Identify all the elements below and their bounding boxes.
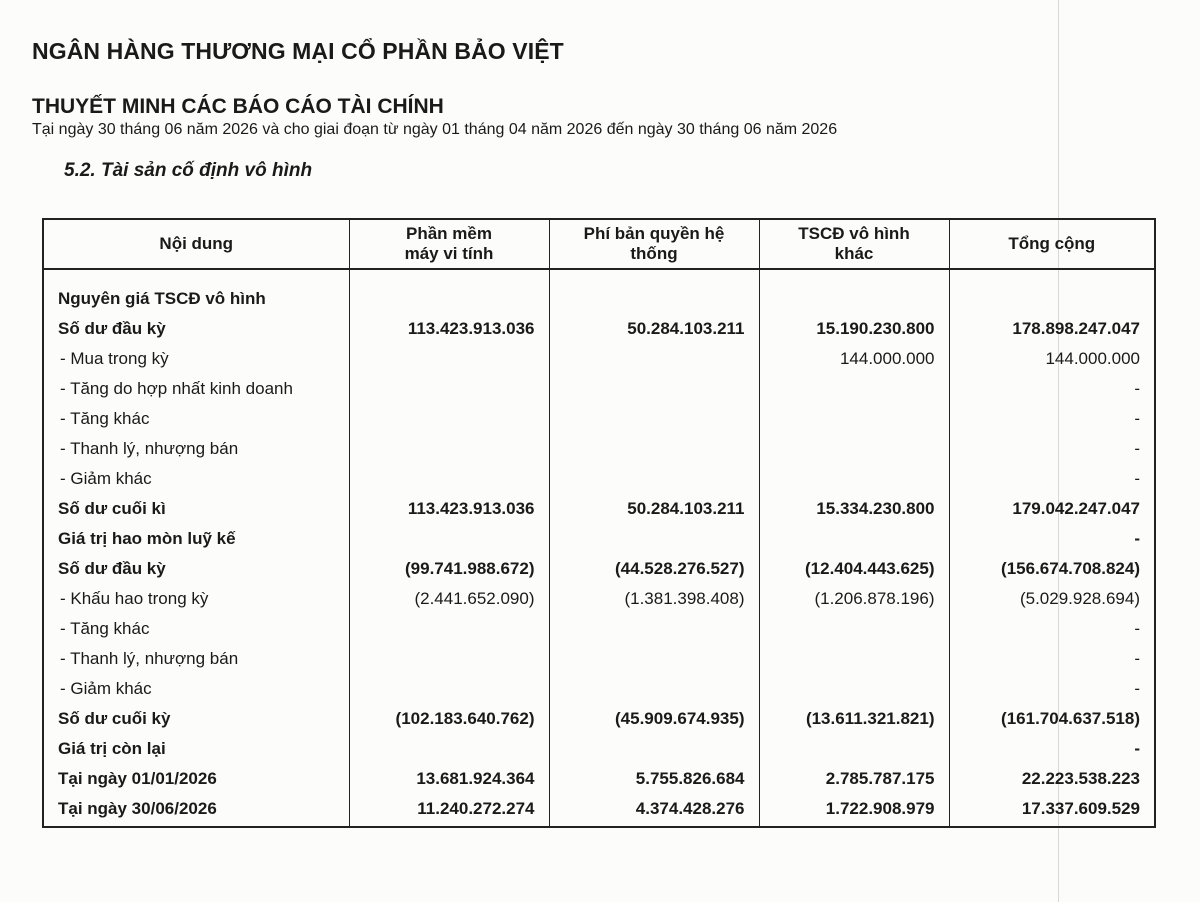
value-cell: 50.284.103.211 [549,313,759,343]
value-cell [349,523,549,553]
table-row [43,523,1155,553]
value-cell: 17.337.609.529 [949,793,1155,827]
column-header-text: Phí bản quyền hệ thống [583,224,725,263]
value-cell: 13.681.924.364 [349,763,549,793]
value-cell [549,403,759,433]
document-title: THUYẾT MINH CÁC BÁO CÁO TÀI CHÍNH [32,95,444,118]
value-cell: (44.528.276.527) [549,553,759,583]
value-cell [349,673,549,703]
table-row [43,343,1155,373]
value-cell [549,523,759,553]
value-cell: (1.206.878.196) [759,583,949,613]
value-cell: (161.704.637.518) [949,703,1155,733]
row-label: - Khấu hao trong kỳ [43,583,349,613]
value-cell [949,269,1155,313]
column-header-text: Phần mềm máy vi tính [404,224,494,263]
value-cell [549,673,759,703]
value-cell: 5.755.826.684 [549,763,759,793]
value-cell [349,373,549,403]
value-cell [549,269,759,313]
table-row [43,313,1155,343]
value-cell: (2.441.652.090) [349,583,549,613]
value-cell: 22.223.538.223 [949,763,1155,793]
value-cell [759,269,949,313]
column-header [349,219,549,269]
value-cell [349,343,549,373]
row-label: Tại ngày 01/01/2026 [43,763,349,793]
row-label: - Tăng khác [43,403,349,433]
value-cell: - [949,673,1155,703]
value-cell: (102.183.640.762) [349,703,549,733]
value-cell [349,613,549,643]
column-header: Tổng cộng [949,219,1155,269]
value-cell: (13.611.321.821) [759,703,949,733]
value-cell [349,733,549,763]
value-cell: 144.000.000 [759,343,949,373]
value-cell [759,673,949,703]
table-header-row [43,219,1155,269]
value-cell: (1.381.398.408) [549,583,759,613]
value-cell [759,733,949,763]
row-label: Số dư đầu kỳ [43,553,349,583]
table-row [43,269,1155,313]
table-row [43,733,1155,763]
table-row [43,613,1155,643]
value-cell: 11.240.272.274 [349,793,549,827]
value-cell [549,463,759,493]
value-cell [759,523,949,553]
row-label: Giá trị còn lại [43,733,349,763]
row-label: - Thanh lý, nhượng bán [43,433,349,463]
value-cell [549,433,759,463]
value-cell [349,643,549,673]
table-row [43,553,1155,583]
value-cell: 15.190.230.800 [759,313,949,343]
row-label: Số dư đầu kỳ [43,313,349,343]
value-cell [549,373,759,403]
table-row [43,763,1155,793]
table-row [43,403,1155,433]
value-cell [349,403,549,433]
value-cell: - [949,643,1155,673]
value-cell: - [949,523,1155,553]
value-cell [549,343,759,373]
value-cell: 1.722.908.979 [759,793,949,827]
value-cell [549,613,759,643]
table-row [43,463,1155,493]
row-label: - Tăng khác [43,613,349,643]
value-cell: 4.374.428.276 [549,793,759,827]
table-row [43,583,1155,613]
row-label: - Giảm khác [43,463,349,493]
value-cell: - [949,463,1155,493]
value-cell: (12.404.443.625) [759,553,949,583]
value-cell [759,373,949,403]
value-cell: 178.898.247.047 [949,313,1155,343]
reporting-period: Tại ngày 30 tháng 06 năm 2026 và cho giai đoạn từ ngày 01 tháng 04 năm 2026 đến ngày 30 tháng 06 năm 2026 [32,121,838,138]
value-cell [349,433,549,463]
row-label: Số dư cuối kì [43,493,349,523]
value-cell [349,463,549,493]
table-row [43,493,1155,523]
table-row [43,373,1155,403]
value-cell: (99.741.988.672) [349,553,549,583]
value-cell [349,269,549,313]
row-label: Số dư cuối kỳ [43,703,349,733]
column-header-text: TSCĐ vô hình khác [798,224,910,263]
value-cell: (156.674.708.824) [949,553,1155,583]
value-cell [759,403,949,433]
table-body [43,269,1155,827]
section-title: 5.2. Tài sản cố định vô hình [64,160,313,181]
value-cell: - [949,733,1155,763]
value-cell: 179.042.247.047 [949,493,1155,523]
value-cell: - [949,403,1155,433]
row-label: Giá trị hao mòn luỹ kế [43,523,349,553]
table-row [43,433,1155,463]
table-row [43,793,1155,827]
value-cell: 113.423.913.036 [349,313,549,343]
value-cell: 113.423.913.036 [349,493,549,523]
row-label: Nguyên giá TSCĐ vô hình [43,269,349,313]
value-cell [549,733,759,763]
row-label: Tại ngày 30/06/2026 [43,793,349,827]
value-cell [759,643,949,673]
value-cell: - [949,433,1155,463]
value-cell: 144.000.000 [949,343,1155,373]
value-cell: 50.284.103.211 [549,493,759,523]
table-row [43,703,1155,733]
bank-name: NGÂN HÀNG THƯƠNG MẠI CỔ PHẦN BẢO VIỆT [32,38,564,64]
value-cell: (45.909.674.935) [549,703,759,733]
table-row [43,643,1155,673]
value-cell: - [949,373,1155,403]
intangible-assets-table [42,218,1156,828]
row-label: - Thanh lý, nhượng bán [43,643,349,673]
row-label: - Mua trong kỳ [43,343,349,373]
value-cell [759,433,949,463]
value-cell: (5.029.928.694) [949,583,1155,613]
value-cell: 2.785.787.175 [759,763,949,793]
value-cell [759,613,949,643]
value-cell: 15.334.230.800 [759,493,949,523]
column-header [759,219,949,269]
table-row [43,673,1155,703]
column-header: Nội dung [43,219,349,269]
value-cell [549,643,759,673]
value-cell [759,463,949,493]
column-header [549,219,759,269]
row-label: - Giảm khác [43,673,349,703]
row-label: - Tăng do hợp nhất kinh doanh [43,373,349,403]
value-cell: - [949,613,1155,643]
